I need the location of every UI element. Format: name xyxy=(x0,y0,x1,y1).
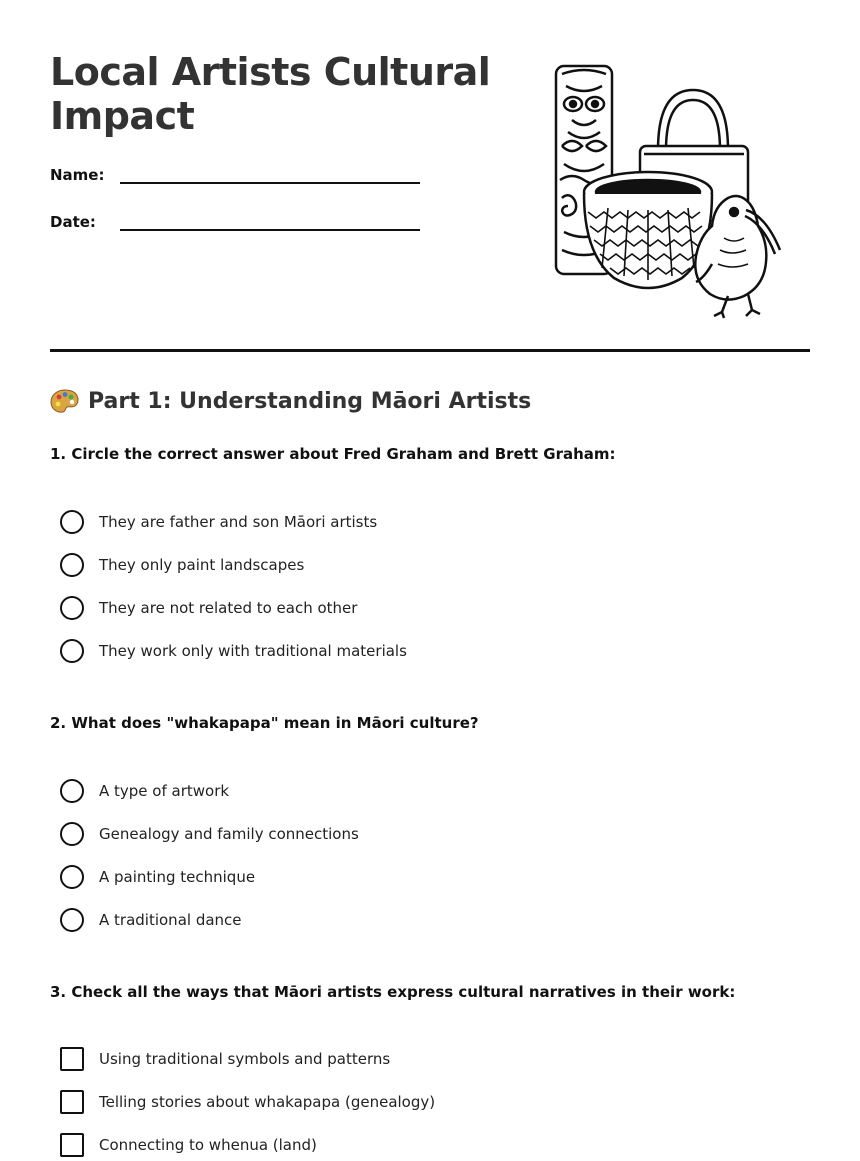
q1-option-1[interactable] xyxy=(60,509,377,535)
q2-option-4[interactable] xyxy=(60,907,242,933)
part1-heading xyxy=(50,388,531,414)
artist-palette-icon xyxy=(50,388,80,414)
radio-circle[interactable] xyxy=(60,822,84,846)
radio-circle[interactable] xyxy=(60,596,84,620)
q2-option-2[interactable] xyxy=(60,821,359,847)
option-label: A traditional dance xyxy=(99,911,242,929)
q2-option-3[interactable] xyxy=(60,864,255,890)
date-label: Date: xyxy=(50,213,96,231)
checkbox-square[interactable] xyxy=(60,1133,84,1157)
q1-option-4[interactable] xyxy=(60,638,407,664)
question-2: 2. What does "whakapapa" mean in Māori culture? xyxy=(50,714,479,732)
radio-circle[interactable] xyxy=(60,639,84,663)
q1-option-3[interactable] xyxy=(60,595,357,621)
name-label: Name: xyxy=(50,166,105,184)
date-field-row xyxy=(50,213,430,243)
question-1: 1. Circle the correct answer about Fred Graham and Brett Graham: xyxy=(50,445,616,463)
option-label: They only paint landscapes xyxy=(99,556,305,574)
option-label: They work only with traditional materials xyxy=(99,642,407,660)
checkbox-square[interactable] xyxy=(60,1090,84,1114)
radio-circle[interactable] xyxy=(60,779,84,803)
radio-circle[interactable] xyxy=(60,510,84,534)
radio-circle[interactable] xyxy=(60,908,84,932)
option-label: A painting technique xyxy=(99,868,256,886)
option-label: A type of artwork xyxy=(99,782,230,800)
option-label: Genealogy and family connections xyxy=(99,825,359,843)
maori-art-illustration xyxy=(548,60,788,320)
name-line[interactable] xyxy=(120,182,420,184)
radio-circle[interactable] xyxy=(60,553,84,577)
radio-circle[interactable] xyxy=(60,865,84,889)
checkbox-square[interactable] xyxy=(60,1047,84,1071)
option-label: They are not related to each other xyxy=(99,599,358,617)
q3-option-2[interactable] xyxy=(60,1089,435,1115)
q1-option-2[interactable] xyxy=(60,552,304,578)
option-label: Telling stories about whakapapa (genealogy) xyxy=(99,1093,436,1111)
worksheet-title: Local Artists Cultural Impact xyxy=(50,50,491,138)
option-label: Using traditional symbols and patterns xyxy=(99,1050,391,1068)
part1-title: Part 1: Understanding Māori Artists xyxy=(88,388,532,414)
name-field-row xyxy=(50,166,430,196)
question-3: 3. Check all the ways that Māori artists express cultural narratives in their work: xyxy=(50,983,736,1001)
option-label: They are father and son Māori artists xyxy=(99,513,378,531)
q3-option-3[interactable] xyxy=(60,1132,317,1158)
q2-option-1[interactable] xyxy=(60,778,229,804)
section-divider xyxy=(50,349,810,352)
q3-option-1[interactable] xyxy=(60,1046,390,1072)
date-line[interactable] xyxy=(120,229,420,231)
option-label: Connecting to whenua (land) xyxy=(99,1136,317,1154)
